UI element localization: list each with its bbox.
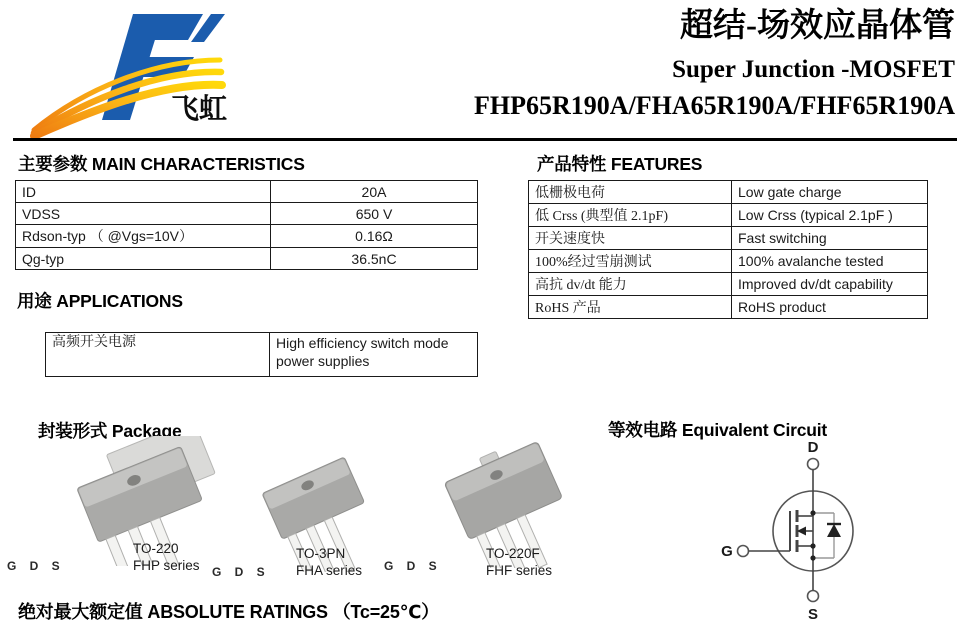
feature-en-cell: 100% avalanche tested bbox=[732, 250, 928, 273]
value-cell: 20A bbox=[271, 181, 478, 203]
feature-en-cell: Fast switching bbox=[732, 227, 928, 250]
logo-company-name: 飞虹 bbox=[171, 94, 228, 125]
feature-cn-cell: RoHS 产品 bbox=[529, 296, 732, 319]
body-diode bbox=[827, 524, 841, 537]
feature-en-cell: Improved dv/dt capability bbox=[732, 273, 928, 296]
doc-titles bbox=[290, 6, 955, 122]
section-heading-applications: 用途 APPLICATIONS bbox=[17, 291, 183, 311]
table-row bbox=[529, 250, 928, 273]
param-cell: ID bbox=[16, 181, 271, 203]
value-cell: 650 V bbox=[271, 203, 478, 225]
feature-en-cell: Low Crss (typical 2.1pF ) bbox=[732, 204, 928, 227]
drain-terminal-label: D bbox=[807, 439, 819, 456]
table-row bbox=[529, 296, 928, 319]
package-label-to220f bbox=[486, 545, 552, 579]
pin-labels-to3pn: G D S bbox=[212, 565, 270, 579]
feature-cn-cell: 高抗 dv/dt 能力 bbox=[529, 273, 732, 296]
table-row bbox=[46, 333, 478, 377]
table-row bbox=[16, 181, 478, 203]
section-heading-features: 产品特性 FEATURES bbox=[537, 154, 703, 174]
equivalent-circuit-diagram bbox=[700, 436, 935, 638]
package-name: TO-3PN bbox=[296, 546, 346, 561]
title-chinese: 超结-场效应晶体管 bbox=[680, 8, 955, 44]
package-label-to3pn bbox=[296, 545, 362, 579]
gate-terminal bbox=[738, 546, 749, 557]
param-cell: VDSS bbox=[16, 203, 271, 225]
table-row bbox=[529, 204, 928, 227]
pin-labels-to220: G D S bbox=[7, 559, 65, 573]
param-cell: Qg-typ bbox=[16, 248, 271, 270]
header-divider bbox=[13, 138, 957, 141]
table-row bbox=[529, 181, 928, 204]
table-row bbox=[529, 273, 928, 296]
part-numbers: FHP65R190A/FHA65R190A/FHF65R190A bbox=[474, 91, 955, 120]
source-terminal-label: S bbox=[807, 606, 819, 623]
table-row bbox=[529, 227, 928, 250]
feature-cn-cell: 低栅极电荷 bbox=[529, 181, 732, 204]
pin-labels-to220f: G D S bbox=[384, 559, 442, 573]
application-en-cell: High efficiency switch mode power supplies bbox=[270, 333, 478, 377]
title-english: Super Junction -MOSFET bbox=[672, 56, 955, 83]
feature-cn-cell: 开关速度快 bbox=[529, 227, 732, 250]
package-name: TO-220F bbox=[486, 546, 540, 561]
applications-table bbox=[45, 332, 478, 377]
section-heading-absolute-ratings: 绝对最大额定值 ABSOLUTE RATINGS （Tc=25℃） bbox=[18, 602, 440, 622]
param-cell: Rdson-typ （ @Vgs=10V） bbox=[16, 225, 271, 248]
company-logo bbox=[28, 2, 238, 138]
table-row bbox=[16, 225, 478, 248]
gate-terminal-label: G bbox=[721, 543, 733, 560]
package-name: TO-220 bbox=[133, 541, 179, 556]
section-heading-main-characteristics: 主要参数 MAIN CHARACTERISTICS bbox=[18, 154, 305, 174]
logo-f-topbar bbox=[133, 14, 203, 40]
package-series: FHP series bbox=[133, 558, 200, 573]
value-cell: 0.16Ω bbox=[271, 225, 478, 248]
features-table bbox=[528, 180, 928, 319]
package-series: FHF series bbox=[486, 563, 553, 578]
value-cell: 36.5nC bbox=[271, 248, 478, 270]
main-characteristics-table bbox=[15, 180, 478, 270]
feature-cn-cell: 低 Crss (典型值 2.1pF) bbox=[529, 204, 732, 227]
application-cn-cell: 高频开关电源 bbox=[46, 333, 270, 377]
drain-terminal bbox=[808, 459, 819, 470]
package-series: FHA series bbox=[296, 563, 363, 578]
section-heading-equivalent-circuit: 等效电路 Equivalent Circuit bbox=[608, 420, 828, 440]
source-terminal bbox=[808, 591, 819, 602]
logo-graphic bbox=[28, 2, 238, 138]
section-heading-package: 封装形式 Package bbox=[38, 421, 182, 441]
table-row bbox=[16, 248, 478, 270]
feature-cn-cell: 100%经过雪崩测试 bbox=[529, 250, 732, 273]
feature-en-cell: Low gate charge bbox=[732, 181, 928, 204]
package-label-to220 bbox=[133, 540, 200, 574]
feature-en-cell: RoHS product bbox=[732, 296, 928, 319]
table-row bbox=[16, 203, 478, 225]
